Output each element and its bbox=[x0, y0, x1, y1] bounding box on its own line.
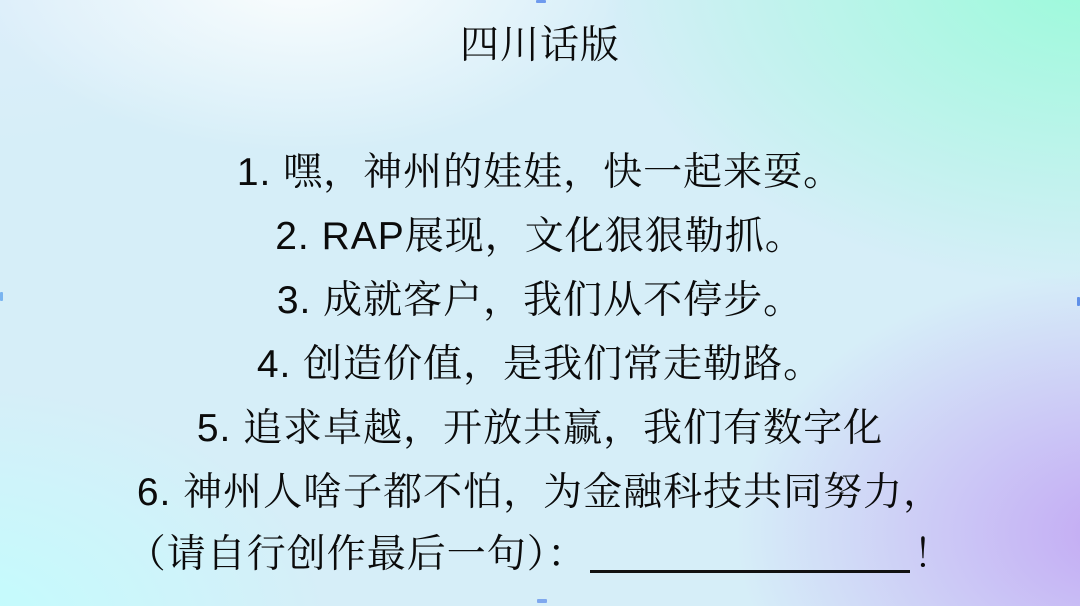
fill-in-suffix: ！ bbox=[913, 533, 954, 576]
verse-line-4: 4. 创造价值，是我们常走勒路。 bbox=[256, 343, 824, 386]
cropped-edge-mark-bottom bbox=[537, 599, 547, 603]
slide-title: 四川话版 bbox=[459, 24, 620, 67]
verse-line-2: 2. RAP展现，文化狠狠勒抓。 bbox=[275, 215, 805, 258]
fill-in-prefix: （请自行创作最后一句）： bbox=[126, 533, 588, 576]
verse-line-1: 1. 嘿，神州的娃娃，快一起来耍。 bbox=[236, 151, 844, 194]
fill-in-blank-underline bbox=[590, 534, 910, 573]
verse-line-5: 5. 追求卓越，开放共赢，我们有数字化 bbox=[196, 407, 884, 450]
cropped-edge-mark-top bbox=[536, 0, 546, 3]
fill-in-line bbox=[0, 531, 1080, 579]
verse-line-6: 6. 神州人啥子都不怕，为金融科技共同努力， bbox=[136, 471, 944, 514]
verse-line-3: 3. 成就客户，我们从不停步。 bbox=[276, 279, 804, 322]
